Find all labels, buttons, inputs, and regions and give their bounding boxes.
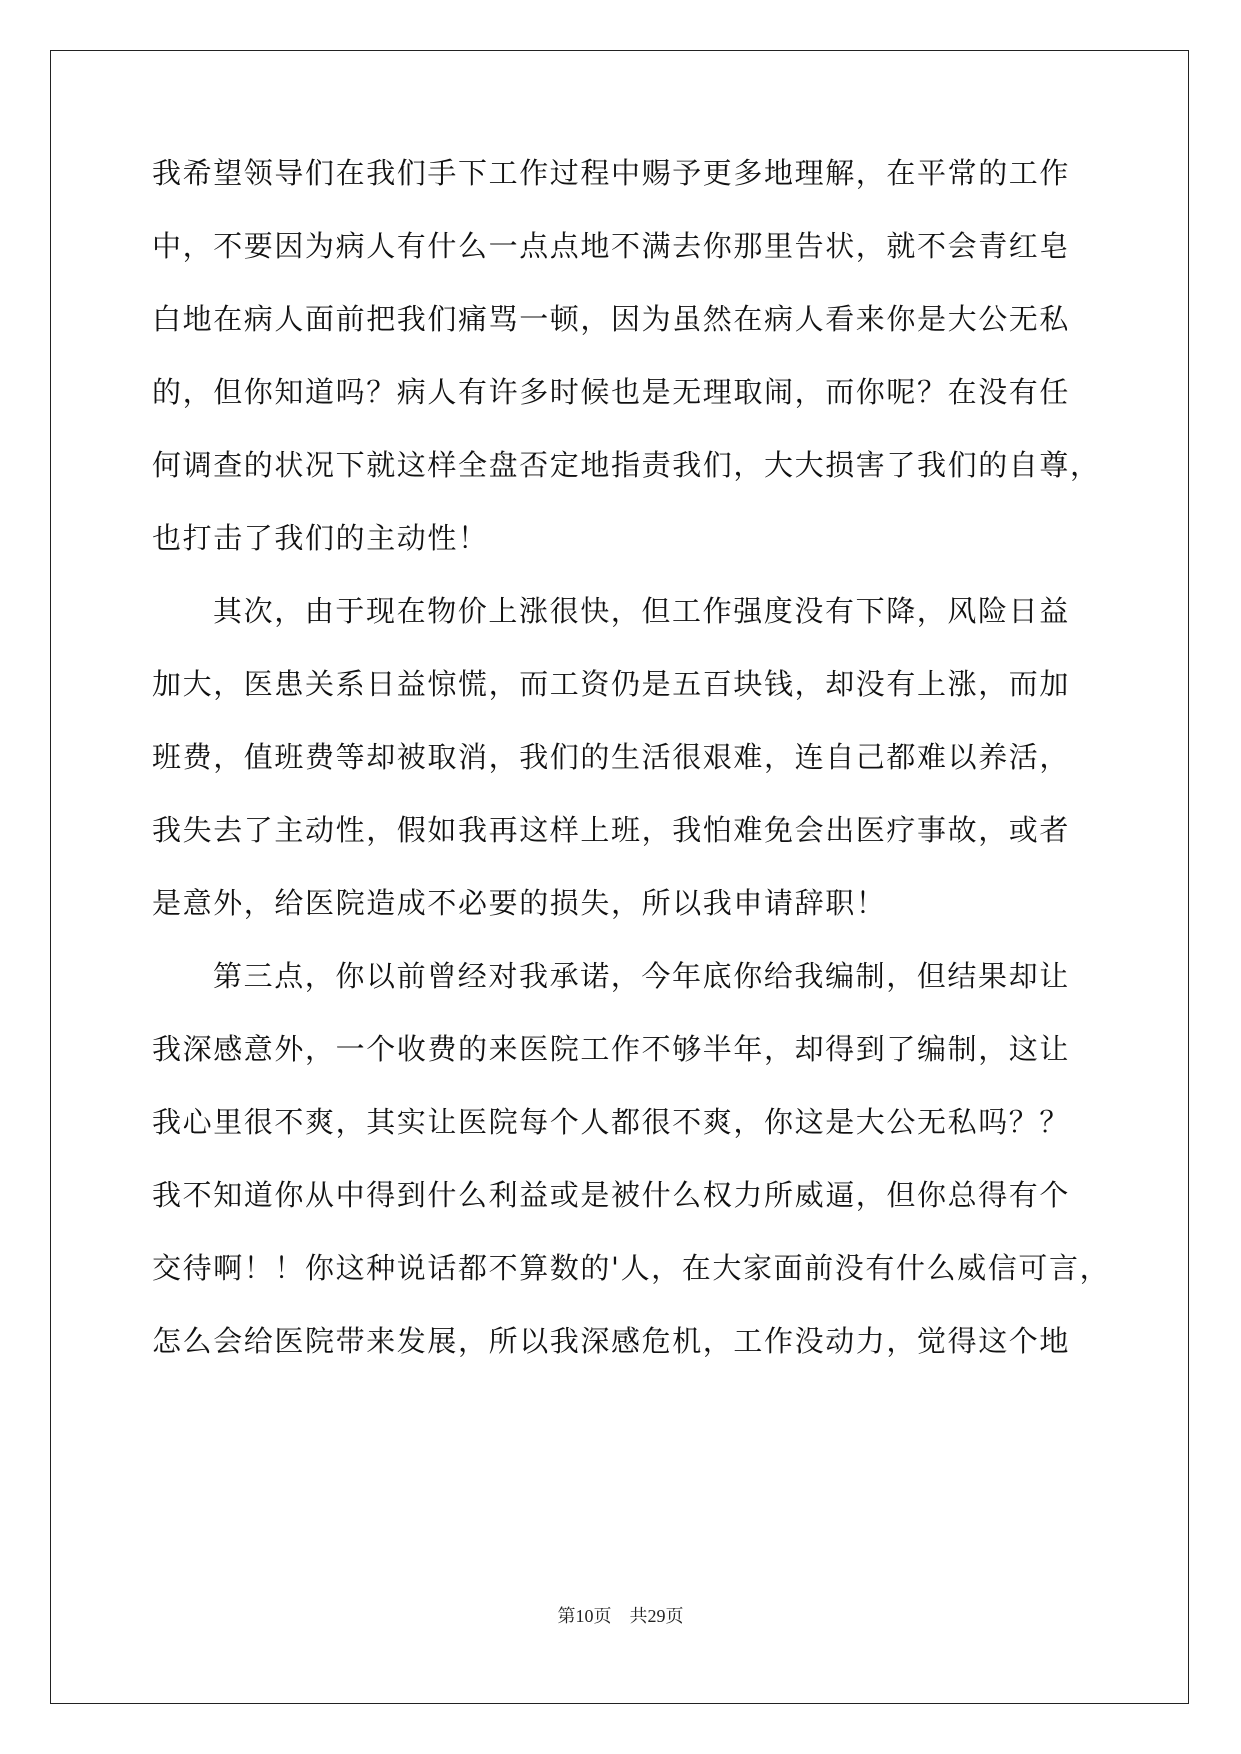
body-line: 我不知道你从中得到什么利益或是被什么权力所威逼，但你总得有个 bbox=[152, 1178, 1071, 1212]
body-line: 交待啊！！你这种说话都不算数的'人，在大家面前没有什么威信可言， bbox=[152, 1251, 1111, 1285]
body-line: 也打击了我们的主动性！ bbox=[152, 521, 489, 555]
body-line: 怎么会给医院带来发展，所以我深感危机，工作没动力，觉得这个地 bbox=[152, 1324, 1071, 1358]
page-number-footer: 第10页 共29页 bbox=[557, 1606, 684, 1626]
body-line: 我失去了主动性，假如我再这样上班，我怕难免会出医疗事故，或者 bbox=[152, 813, 1071, 847]
body-line: 是意外，给医院造成不必要的损失，所以我申请辞职！ bbox=[152, 886, 887, 920]
body-line: 我深感意外，一个收费的来医院工作不够半年，却得到了编制，这让 bbox=[152, 1032, 1071, 1066]
body-line: 何调查的状况下就这样全盘否定地指责我们，大大损害了我们的自尊， bbox=[152, 448, 1101, 482]
body-line: 的，但你知道吗？病人有许多时候也是无理取闹，而你呢？在没有任 bbox=[152, 375, 1071, 409]
body-line: 中，不要因为病人有什么一点点地不满去你那里告状，就不会青红皂 bbox=[152, 229, 1071, 263]
body-line: 白地在病人面前把我们痛骂一顿，因为虽然在病人看来你是大公无私 bbox=[152, 302, 1071, 336]
paragraph-start-line: 第三点，你以前曾经对我承诺，今年底你给我编制，但结果却让 bbox=[213, 959, 1070, 993]
paragraph-start-line: 其次，由于现在物价上涨很快，但工作强度没有下降，风险日益 bbox=[213, 594, 1070, 628]
body-line: 班费，值班费等却被取消，我们的生活很艰难，连自己都难以养活， bbox=[152, 740, 1071, 774]
body-line: 我心里很不爽，其实让医院每个人都很不爽，你这是大公无私吗？？ bbox=[152, 1105, 1071, 1139]
body-line: 加大，医患关系日益惊慌，而工资仍是五百块钱，却没有上涨，而加 bbox=[152, 667, 1071, 701]
body-line: 我希望领导们在我们手下工作过程中赐予更多地理解，在平常的工作 bbox=[152, 156, 1071, 190]
